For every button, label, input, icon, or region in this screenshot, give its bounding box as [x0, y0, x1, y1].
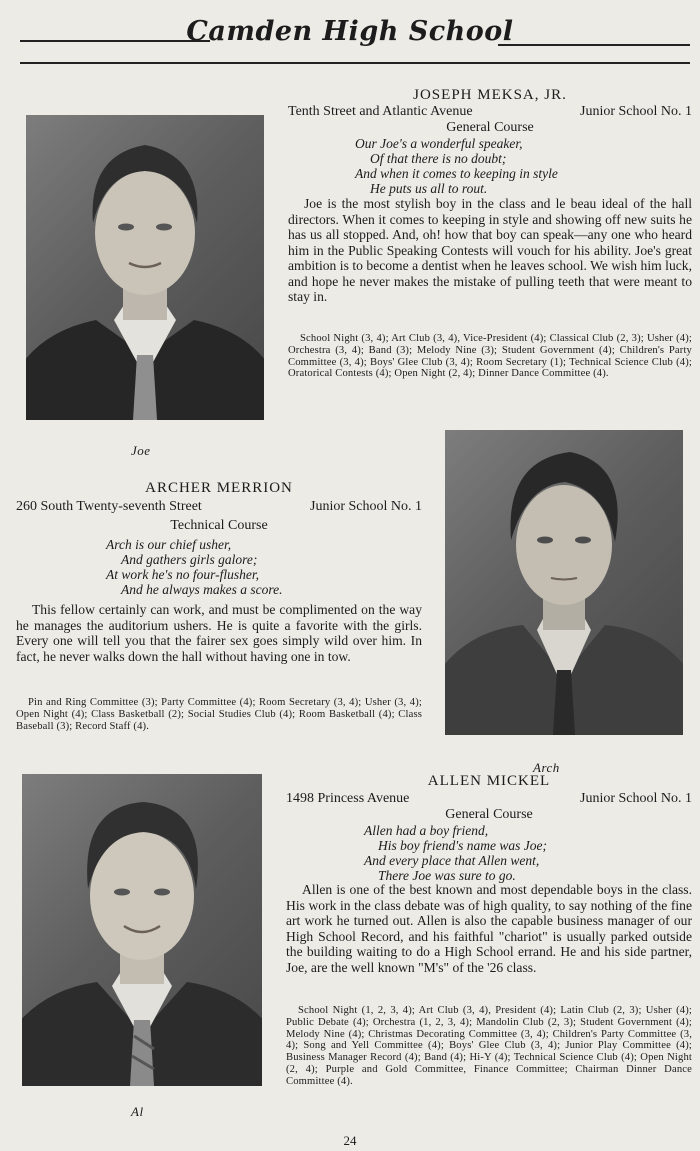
course: Technical Course: [170, 518, 268, 533]
portrait-photo-arch: [445, 430, 683, 735]
nickname-caption: Arch: [533, 760, 560, 775]
poem-line: Our Joe's a wonderful speaker,: [355, 136, 523, 151]
activities-list: School Night (1, 2, 3, 4); Art Club (3, 4), President (4); Latin Club (2, 3); Usher (4); Public Debate (4); Orchestra (1, 2, 3, 4); Mandolin Club (2, 3); Student Government (4); Melody Nine (4); Christmas Decorating Committee (3, 4); Children's Party Committee (3, 4); Song and Yell Committee (4); Boys' Glee Club (3, 4); Junior Play Committee (4); Business Manager Record (4); Band (4); Hi-Y (4); Technical Science Club (4); Open Night (2, 4); Purple and Gold Committee, Finance Committee; Chairman Dinner Dance Committee (4).: [286, 1005, 692, 1087]
portrait-photo-joe: [26, 115, 264, 420]
junior-school: Junior School No. 1: [580, 104, 692, 119]
poem-line: He puts us all to rout.: [370, 181, 488, 196]
portrait-photo-al: [22, 774, 262, 1086]
student-name: ARCHER MERRION: [145, 480, 293, 496]
poem-line: And every place that Allen went,: [364, 853, 540, 868]
activities-list: School Night (3, 4); Art Club (3, 4), Vice-President (4); Classical Club (2, 3); Usher (4); Orchestra (3, 4); Band (3); Melody Nine (3); Student Government (4); Children's Party Committee (3, 4); Boys' Glee Club (3, 4); Room Secretary (1); Technical Science Club (4); Oratorical Contests (4); Open Night (2, 4); Dinner Dance Committee (4).: [288, 333, 692, 380]
poem-line: There Joe was sure to go.: [378, 868, 516, 883]
page-title: Camden High School: [186, 16, 514, 47]
address: 1498 Princess Avenue: [286, 791, 410, 806]
junior-school: Junior School No. 1: [580, 791, 692, 806]
address-row: [286, 791, 692, 807]
poem-line: Allen had a boy friend,: [364, 823, 489, 838]
junior-school: Junior School No. 1: [310, 499, 422, 514]
poem: [364, 823, 674, 883]
nickname-caption: Joe: [131, 443, 151, 458]
poem-line: His boy friend's name was Joe;: [378, 838, 547, 853]
biography: This fellow certainly can work, and must be complimented on the way he manages the auditorium ushers. He is quite a favorite with the girls. Every one will tell you that the fairer sex goes simply wild over him. In fact, he never walks down the hall without having one in tow.: [16, 602, 422, 664]
biography: Allen is one of the best known and most dependable boys in the class. His work in the class debate was of high quality, to say nothing of the fine art work he turned out. Allen is also the capable business manager of our High School Record, and his faithful "chariot" is usually parked outside the building waiting to do a High School errand. He and his side partner, Joe, are the well known "M's" of the '26 class.: [286, 882, 692, 975]
poem-line: And when it comes to keeping in style: [355, 166, 558, 181]
course: General Course: [446, 120, 534, 135]
poem-line: And gathers girls galore;: [121, 552, 258, 567]
address-row: [288, 104, 692, 120]
poem: [106, 537, 406, 597]
student-name: ALLEN MICKEL: [427, 773, 551, 789]
activities-list: Pin and Ring Committee (3); Party Committee (4); Room Secretary (3, 4); Usher (3, 4); Open Night (4); Class Basketball (2); Social Studies Club (4); Room Basketball (4); Class Baseball (3); Record Staff (4).: [16, 697, 422, 732]
biography: Joe is the most stylish boy in the class and le beau ideal of the hall directors. When it comes to keeping in style and showing off new suits he has us all stopped. And, oh! how that boy can speak—any one who heard him in the Public Speaking Contests will vouch for his ability. Joe's great ambition is to become a dentist when he leaves school. We wish him luck, and hope he never makes the mistake of pulling teeth that were meant to stay in.: [288, 196, 692, 304]
poem-line: At work he's no four-flusher,: [106, 567, 259, 582]
page-number: 24: [343, 1133, 357, 1148]
nickname-caption: Al: [131, 1104, 144, 1119]
poem-line: Arch is our chief usher,: [106, 537, 232, 552]
address: 260 South Twenty-seventh Street: [16, 499, 202, 514]
student-name: JOSEPH MEKSA, JR.: [413, 87, 567, 103]
address-row: [16, 499, 422, 515]
header-underline: [20, 62, 690, 64]
address: Tenth Street and Atlantic Avenue: [288, 104, 473, 119]
poem-line: Of that there is no doubt;: [370, 151, 507, 166]
poem-line: And he always makes a score.: [121, 582, 283, 597]
poem: [355, 136, 675, 196]
course: General Course: [445, 807, 533, 822]
